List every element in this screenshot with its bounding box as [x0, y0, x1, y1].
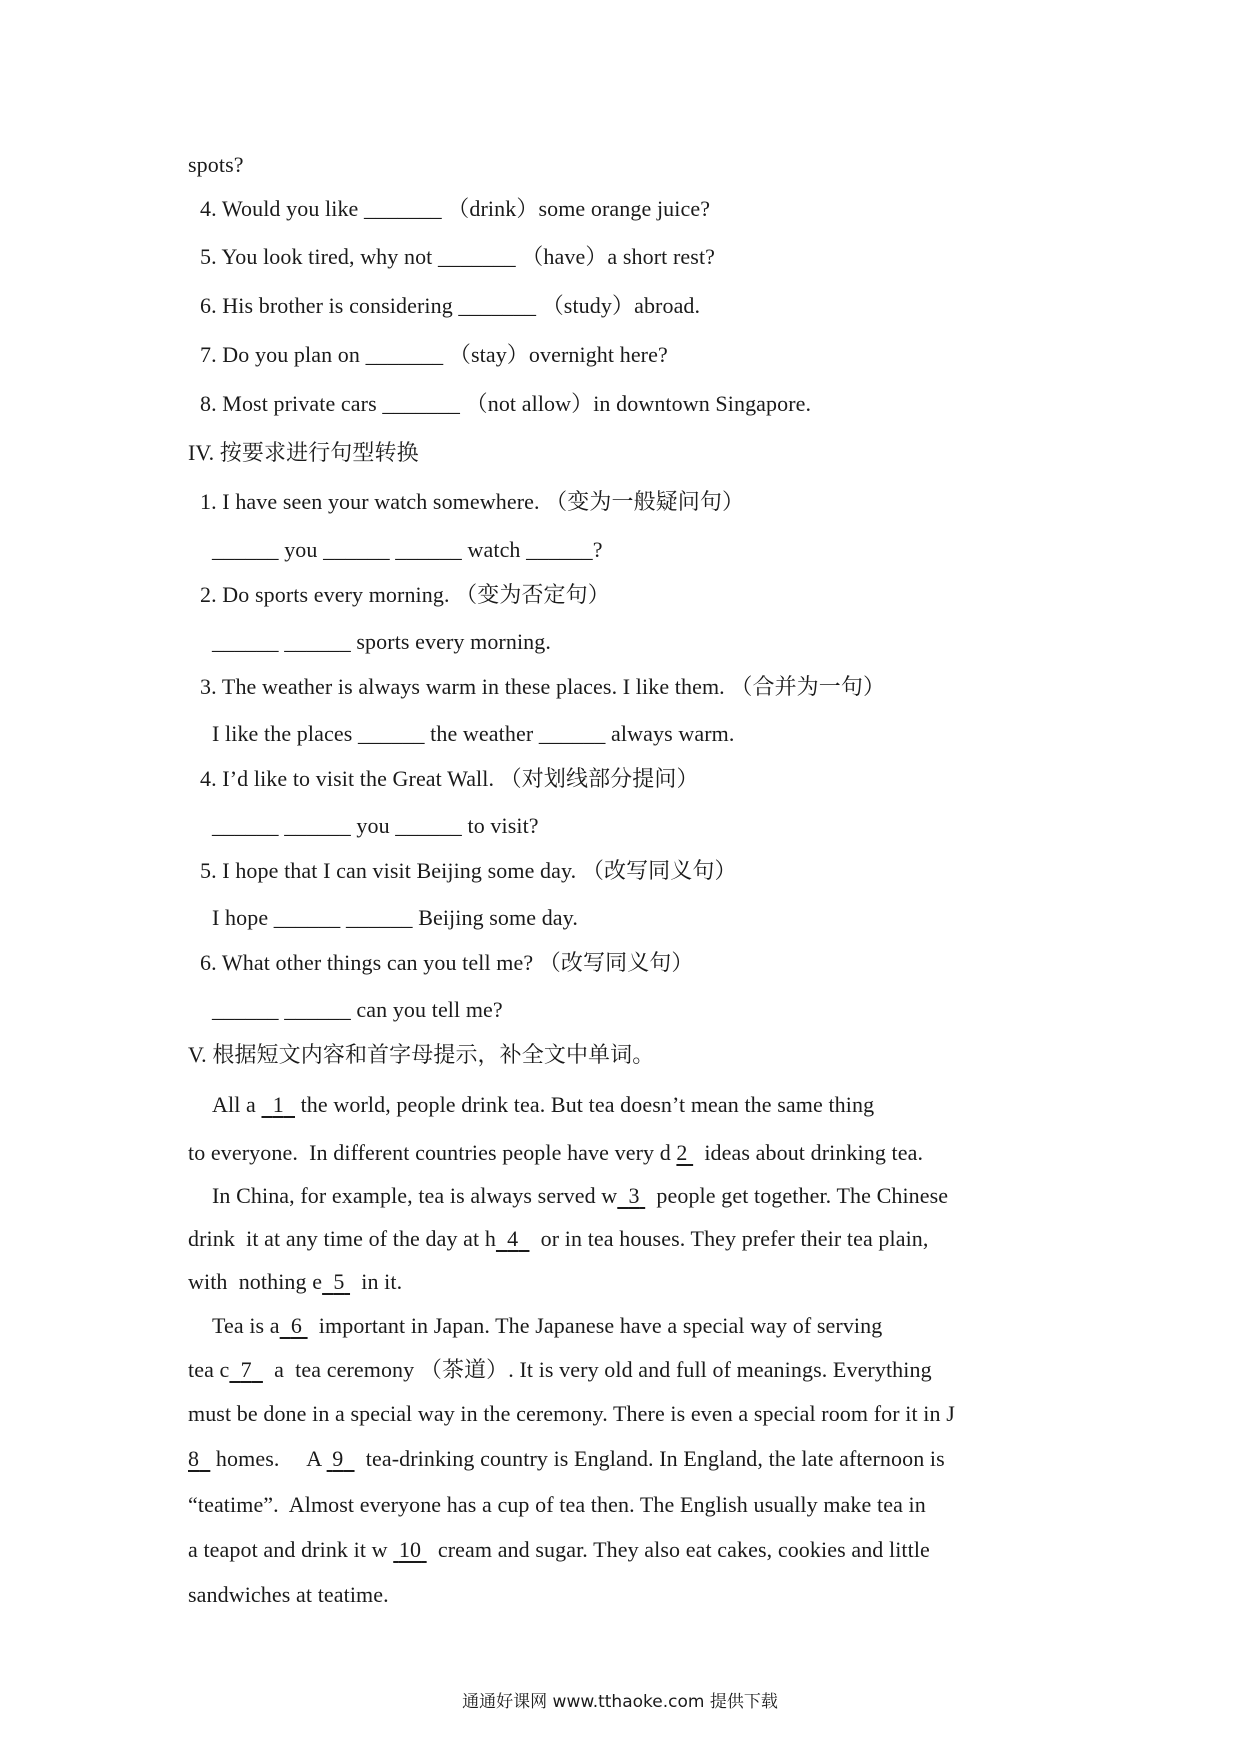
part4-a3: I like the places ______ the weather ______ always warm. — [212, 721, 735, 746]
passage-line: All a 1 the world, people drink tea. But tea doesn’t mean the same thing — [212, 1092, 875, 1117]
part3-q6: 6. His brother is considering _______ （study）abroad. — [200, 293, 701, 318]
blank-8: 8 — [188, 1446, 200, 1471]
blank-9: 9 — [332, 1446, 344, 1471]
passage-line: sandwiches at teatime. — [188, 1582, 389, 1607]
part4-a2: ______ ______ sports every morning. — [212, 629, 551, 654]
part3-q4: 4. Would you like _______ （drink）some orange juice? — [200, 196, 711, 221]
part4-q1: 1. I have seen your watch somewhere. （变为一般疑问句） — [200, 489, 745, 514]
passage-line: must be done in a special way in the ceremony. There is even a special room for it in J — [188, 1401, 955, 1426]
passage-line: “teatime”. Almost everyone has a cup of tea then. The English usually make tea in — [188, 1492, 926, 1517]
passage-line: Tea is a 6 important in Japan. The Japanese have a special way of serving — [212, 1313, 883, 1338]
part3-q5: 5. You look tired, why not _______ （have）a short rest? — [200, 244, 716, 269]
blank-5: 5 — [333, 1269, 345, 1294]
part4-a5: I hope ______ ______ Beijing some day. — [212, 905, 578, 930]
blank-7: 7 — [240, 1357, 252, 1382]
part4-a6: ______ ______ can you tell me? — [212, 997, 503, 1022]
part4-q3: 3. The weather is always warm in these places. I like them. （合并为一句） — [200, 674, 886, 699]
blank-3: 3 — [628, 1183, 640, 1208]
part4-a1: ______ you ______ ______ watch ______? — [212, 537, 603, 562]
passage-line: In China, for example, tea is always served w 3 people get together. The Chinese — [212, 1183, 949, 1208]
part4-q6: 6. What other things can you tell me? （改写同义句） — [200, 950, 694, 975]
page-footer: 通通好课网 www.tthaoke.com 提供下载 — [462, 1692, 778, 1712]
blank-6: 6 — [290, 1313, 302, 1338]
part4-q5: 5. I hope that I can visit Beijing some day. （改写同义句） — [200, 858, 737, 883]
part5-heading: V. 根据短文内容和首字母提示，补全文中单词。 — [188, 1042, 655, 1067]
blank-2: 2 — [676, 1140, 688, 1165]
passage-line: 8 homes. A 9 tea-drinking country is England. In England, the late afternoon is — [188, 1446, 945, 1471]
part3-q7: 7. Do you plan on _______ （stay）overnight here? — [200, 342, 668, 367]
part3-q8: 8. Most private cars _______ （not allow）in downtown Singapore. — [200, 391, 812, 416]
passage-line: to everyone. In different countries people have very d 2 ideas about drinking tea. — [188, 1140, 924, 1165]
passage-line: tea c 7 a tea ceremony （茶道）. It is very old and full of meanings. Everything — [188, 1357, 932, 1382]
passage-line: a teapot and drink it w 10 cream and sugar. They also eat cakes, cookies and little — [188, 1537, 930, 1562]
blank-10: 10 — [398, 1537, 422, 1562]
blank-1: 1 — [272, 1092, 284, 1117]
part4-q2: 2. Do sports every morning. （变为否定句） — [200, 582, 610, 607]
part4-q4: 4. I’d like to visit the Great Wall. （对划线部分提问） — [200, 766, 699, 791]
part4-a4: ______ ______ you ______ to visit? — [212, 813, 539, 838]
blank-4: 4 — [507, 1226, 519, 1251]
passage-line: with nothing e 5 in it. — [188, 1269, 403, 1294]
part4-heading: IV. 按要求进行句型转换 — [188, 440, 419, 465]
question-3-tail: spots? — [188, 152, 244, 177]
passage-line: drink it at any time of the day at h 4 or in tea houses. They prefer their tea plain, — [188, 1226, 929, 1251]
